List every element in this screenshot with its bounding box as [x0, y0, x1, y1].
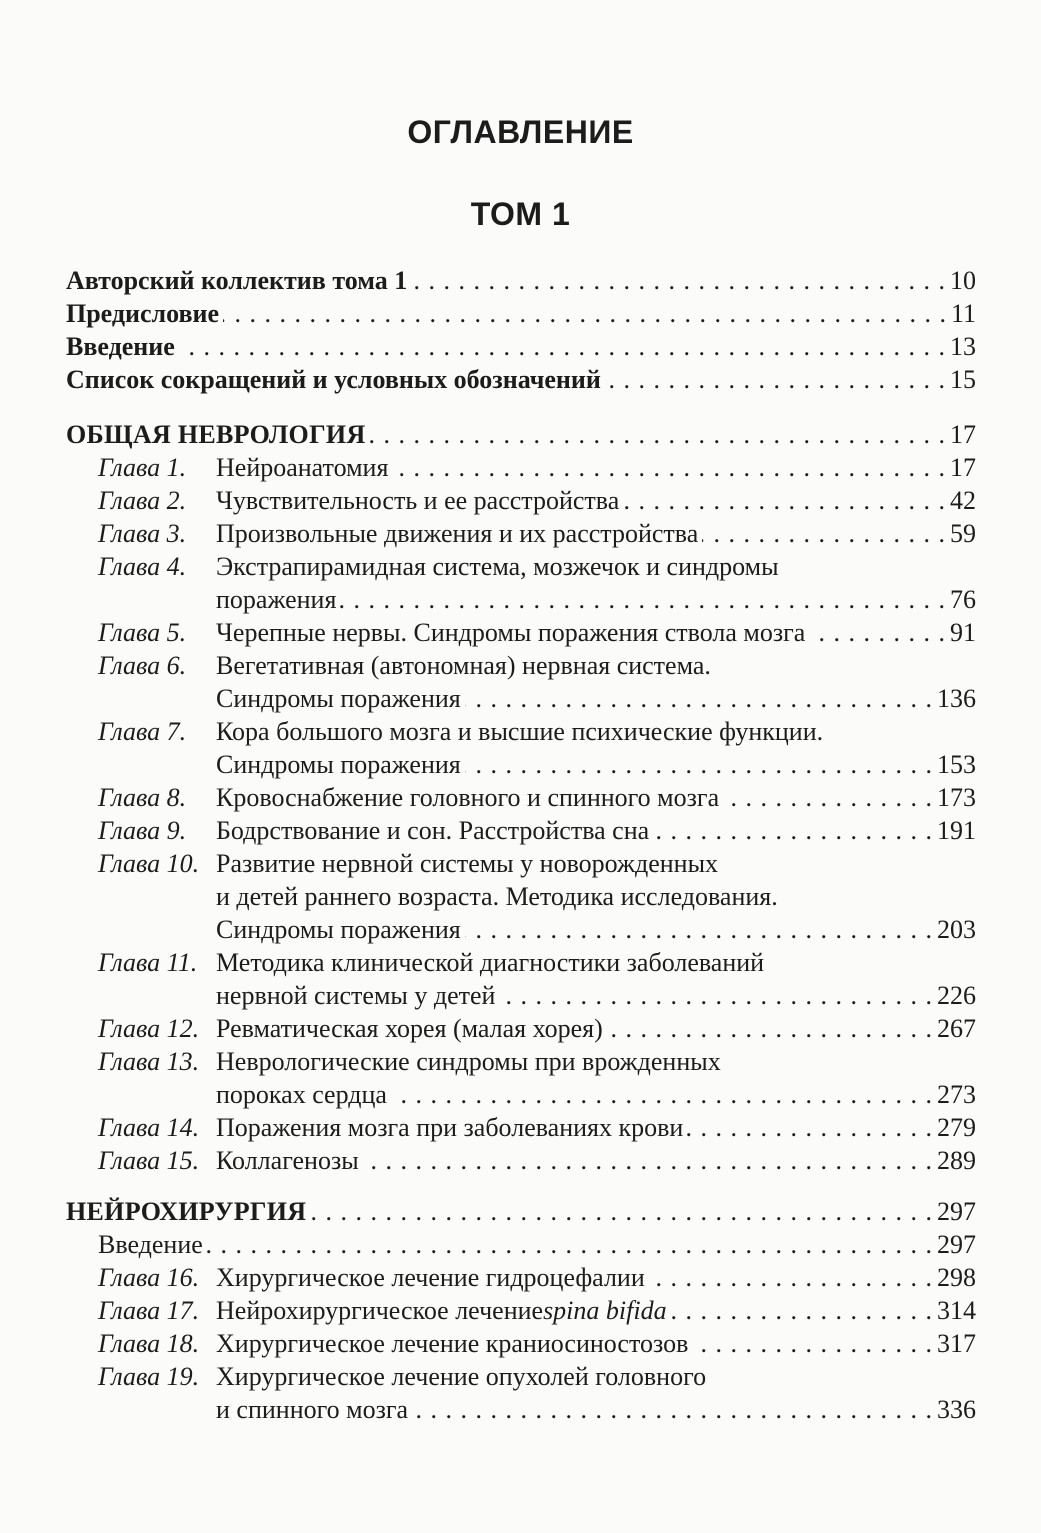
chapter-title-line: Хирургическое лечение опухолей головного — [216, 1362, 707, 1391]
chapter-entry-continuation[interactable] — [66, 748, 976, 781]
dot-leader — [465, 748, 933, 781]
dot-leader — [723, 781, 933, 814]
toc-section-general-neurology[interactable] — [66, 418, 976, 451]
section-title: ОБЩАЯ НЕВРОЛОГИЯ — [66, 420, 366, 449]
chapter-number: Глава 18. — [98, 1329, 200, 1358]
chapter-entry[interactable] — [66, 781, 976, 814]
chapter-entry[interactable] — [66, 616, 976, 649]
chapter-title-line: Чувствительность и ее расстройства — [216, 486, 620, 515]
chapter-number: Глава 12. — [98, 1014, 200, 1043]
toc-entry-introduction[interactable] — [66, 330, 976, 363]
chapter-entry[interactable] — [66, 946, 976, 979]
chapter-title-line: и спинного мозга — [216, 1395, 409, 1424]
toc-entry-section-introduction[interactable] — [66, 1228, 976, 1261]
dot-leader — [702, 517, 946, 550]
chapter-title-line: Кора большого мозга и высшие психические функции. — [216, 717, 824, 746]
volume-title: ТОМ 1 — [470, 196, 571, 232]
dot-leader — [692, 1327, 933, 1360]
chapter-number: Глава 9. — [98, 816, 187, 845]
dot-leader — [370, 418, 946, 451]
chapter-number: Глава 6. — [98, 651, 187, 680]
chapter-entry[interactable] — [66, 1294, 976, 1327]
chapter-number: Глава 17. — [98, 1296, 200, 1325]
chapter-title-italic: spina bifida — [543, 1296, 667, 1325]
chapter-title-line: нервной системы у детей — [216, 981, 496, 1010]
section2-chapter-list — [66, 1261, 976, 1426]
section1-chapter-list — [66, 451, 976, 1177]
dot-leader — [207, 1228, 933, 1261]
chapter-title-line: Синдромы поражения — [216, 750, 461, 779]
chapter-entry[interactable] — [66, 1327, 976, 1360]
chapter-number: Глава 7. — [98, 717, 187, 746]
entry-page: 297 — [937, 1230, 976, 1259]
chapter-page: 203 — [937, 915, 976, 944]
chapter-entry-continuation[interactable] — [66, 1078, 976, 1111]
toc-entry-preface[interactable] — [66, 297, 976, 330]
chapter-title-line: Ревматическая хорея (малая хорея) — [216, 1014, 603, 1043]
toc-section-neurosurgery[interactable] — [66, 1195, 976, 1228]
spacer — [66, 1177, 976, 1195]
dot-leader — [623, 484, 946, 517]
dot-leader — [412, 1393, 933, 1426]
chapter-number: Глава 19. — [98, 1362, 200, 1391]
chapter-entry[interactable] — [66, 1261, 976, 1294]
chapter-number: Глава 16. — [98, 1263, 200, 1292]
chapter-entry-continuation[interactable] — [66, 682, 976, 715]
chapter-entry[interactable] — [66, 517, 976, 550]
entry-page: 13 — [950, 332, 976, 361]
chapter-entry[interactable] — [66, 451, 976, 484]
entry-page: 10 — [950, 266, 976, 295]
chapter-page: 173 — [937, 783, 976, 812]
section-title: НЕЙРОХИРУРГИЯ — [66, 1197, 307, 1226]
toc-entry-authors[interactable] — [66, 264, 976, 297]
entry-page: 15 — [950, 365, 976, 394]
chapter-title-line: Хирургическое лечение краниосиностозов — [216, 1329, 689, 1358]
chapter-page: 42 — [950, 486, 976, 515]
toc-title: ОГЛАВЛЕНИЕ — [407, 114, 634, 150]
dot-leader — [340, 583, 946, 616]
chapter-title-line: Экстрапирамидная система, мозжечок и синдромы — [216, 552, 779, 581]
chapter-title-line: Вегетативная (автономная) нервная система. — [216, 651, 711, 680]
dot-leader — [391, 1078, 933, 1111]
dot-leader — [671, 1294, 933, 1327]
dot-leader — [607, 1012, 933, 1045]
chapter-page: 91 — [950, 618, 976, 647]
dot-leader — [392, 451, 946, 484]
chapter-entry-continuation[interactable] — [66, 880, 976, 913]
chapter-number: Глава 3. — [98, 519, 187, 548]
chapter-title-line: Методика клинической диагностики заболеваний — [216, 948, 765, 977]
chapter-page: 336 — [937, 1395, 976, 1424]
chapter-page: 317 — [937, 1329, 976, 1358]
chapter-entry[interactable] — [66, 715, 976, 748]
chapter-entry[interactable] — [66, 1111, 976, 1144]
spacer — [66, 396, 976, 418]
dot-leader — [179, 330, 946, 363]
chapter-entry-continuation[interactable] — [66, 1393, 976, 1426]
chapter-number: Глава 13. — [98, 1047, 200, 1076]
chapter-title-line: Развитие нервной системы у новорожденных — [216, 849, 719, 878]
chapter-entry[interactable] — [66, 847, 976, 880]
chapter-title-line: и детей раннего возраста. Методика исследования. — [216, 882, 778, 911]
chapter-entry[interactable] — [66, 550, 976, 583]
chapter-title-line: пороках сердца — [216, 1080, 387, 1109]
chapter-number: Глава 15. — [98, 1146, 200, 1175]
dot-leader — [465, 682, 933, 715]
chapter-page: 59 — [950, 519, 976, 548]
chapter-entry[interactable] — [66, 649, 976, 682]
entry-label: Введение — [98, 1230, 203, 1259]
chapter-number: Глава 8. — [98, 783, 187, 812]
chapter-entry[interactable] — [66, 1360, 976, 1393]
dot-leader — [653, 814, 933, 847]
dot-leader — [605, 363, 946, 396]
chapter-page: 298 — [937, 1263, 976, 1292]
chapter-page: 17 — [950, 453, 976, 482]
dot-leader — [649, 1261, 933, 1294]
chapter-entry-continuation[interactable] — [66, 979, 976, 1012]
entry-page: 11 — [950, 299, 976, 328]
chapter-entry[interactable] — [66, 814, 976, 847]
dot-leader — [465, 913, 933, 946]
dot-leader — [223, 297, 947, 330]
chapter-number: Глава 1. — [98, 453, 187, 482]
chapter-title-line: Синдромы поражения — [216, 684, 461, 713]
chapter-entry[interactable] — [66, 1045, 976, 1078]
chapter-page: 279 — [937, 1113, 976, 1142]
chapter-number: Глава 14. — [98, 1113, 200, 1142]
chapter-title-line: Коллагенозы — [216, 1146, 359, 1175]
chapter-page: 289 — [937, 1146, 976, 1175]
chapter-title-line: Поражения мозга при заболеваниях крови — [216, 1113, 684, 1142]
chapter-number: Глава 4. — [98, 552, 187, 581]
chapter-title-line: Синдромы поражения — [216, 915, 461, 944]
dot-leader — [809, 616, 946, 649]
chapter-number: Глава 11. — [98, 948, 198, 977]
chapter-title-line: Нейрохирургическое лечение — [216, 1296, 544, 1325]
entry-label: Авторский коллектив тома 1 — [66, 266, 408, 295]
chapter-page: 267 — [937, 1014, 976, 1043]
chapter-title-line: Неврологические синдромы при врожденных — [216, 1047, 721, 1076]
chapter-title-line: Черепные нервы. Синдромы поражения ствола мозга — [216, 618, 806, 647]
dot-leader — [411, 264, 946, 297]
chapter-number: Глава 5. — [98, 618, 187, 647]
chapter-page: 226 — [937, 981, 976, 1010]
chapter-title-line: Бодрствование и сон. Расстройства сна — [216, 816, 650, 845]
chapter-title-line: Произвольные движения и их расстройства — [216, 519, 699, 548]
entry-label: Введение — [66, 332, 175, 361]
section-page: 297 — [937, 1197, 976, 1226]
chapter-entry[interactable] — [66, 1144, 976, 1177]
chapter-entry-continuation[interactable] — [66, 583, 976, 616]
chapter-title-line: Кровоснабжение головного и спинного мозга — [216, 783, 720, 812]
chapter-title-line: поражения — [216, 585, 337, 614]
dot-leader — [499, 979, 933, 1012]
section-page: 17 — [950, 420, 976, 449]
toc-entry-abbreviations[interactable] — [66, 363, 976, 396]
chapter-number: Глава 2. — [98, 486, 187, 515]
chapter-number: Глава 10. — [98, 849, 200, 878]
chapter-page: 273 — [937, 1080, 976, 1109]
chapter-title-line: Хирургическое лечение гидроцефалии — [216, 1263, 645, 1292]
entry-label: Список сокращений и условных обозначений — [66, 365, 601, 394]
chapter-entry[interactable] — [66, 484, 976, 517]
dot-leader — [363, 1144, 933, 1177]
chapter-entry-continuation[interactable] — [66, 913, 976, 946]
chapter-page: 191 — [937, 816, 976, 845]
chapter-entry[interactable] — [66, 1012, 976, 1045]
chapter-title-line: Нейроанатомия — [216, 453, 389, 482]
table-of-contents — [66, 264, 976, 1426]
chapter-page: 153 — [937, 750, 976, 779]
chapter-page: 314 — [937, 1296, 976, 1325]
chapter-page: 136 — [937, 684, 976, 713]
chapter-page: 76 — [950, 585, 976, 614]
dot-leader — [687, 1111, 933, 1144]
dot-leader — [310, 1195, 933, 1228]
entry-label: Предисловие — [66, 299, 220, 328]
